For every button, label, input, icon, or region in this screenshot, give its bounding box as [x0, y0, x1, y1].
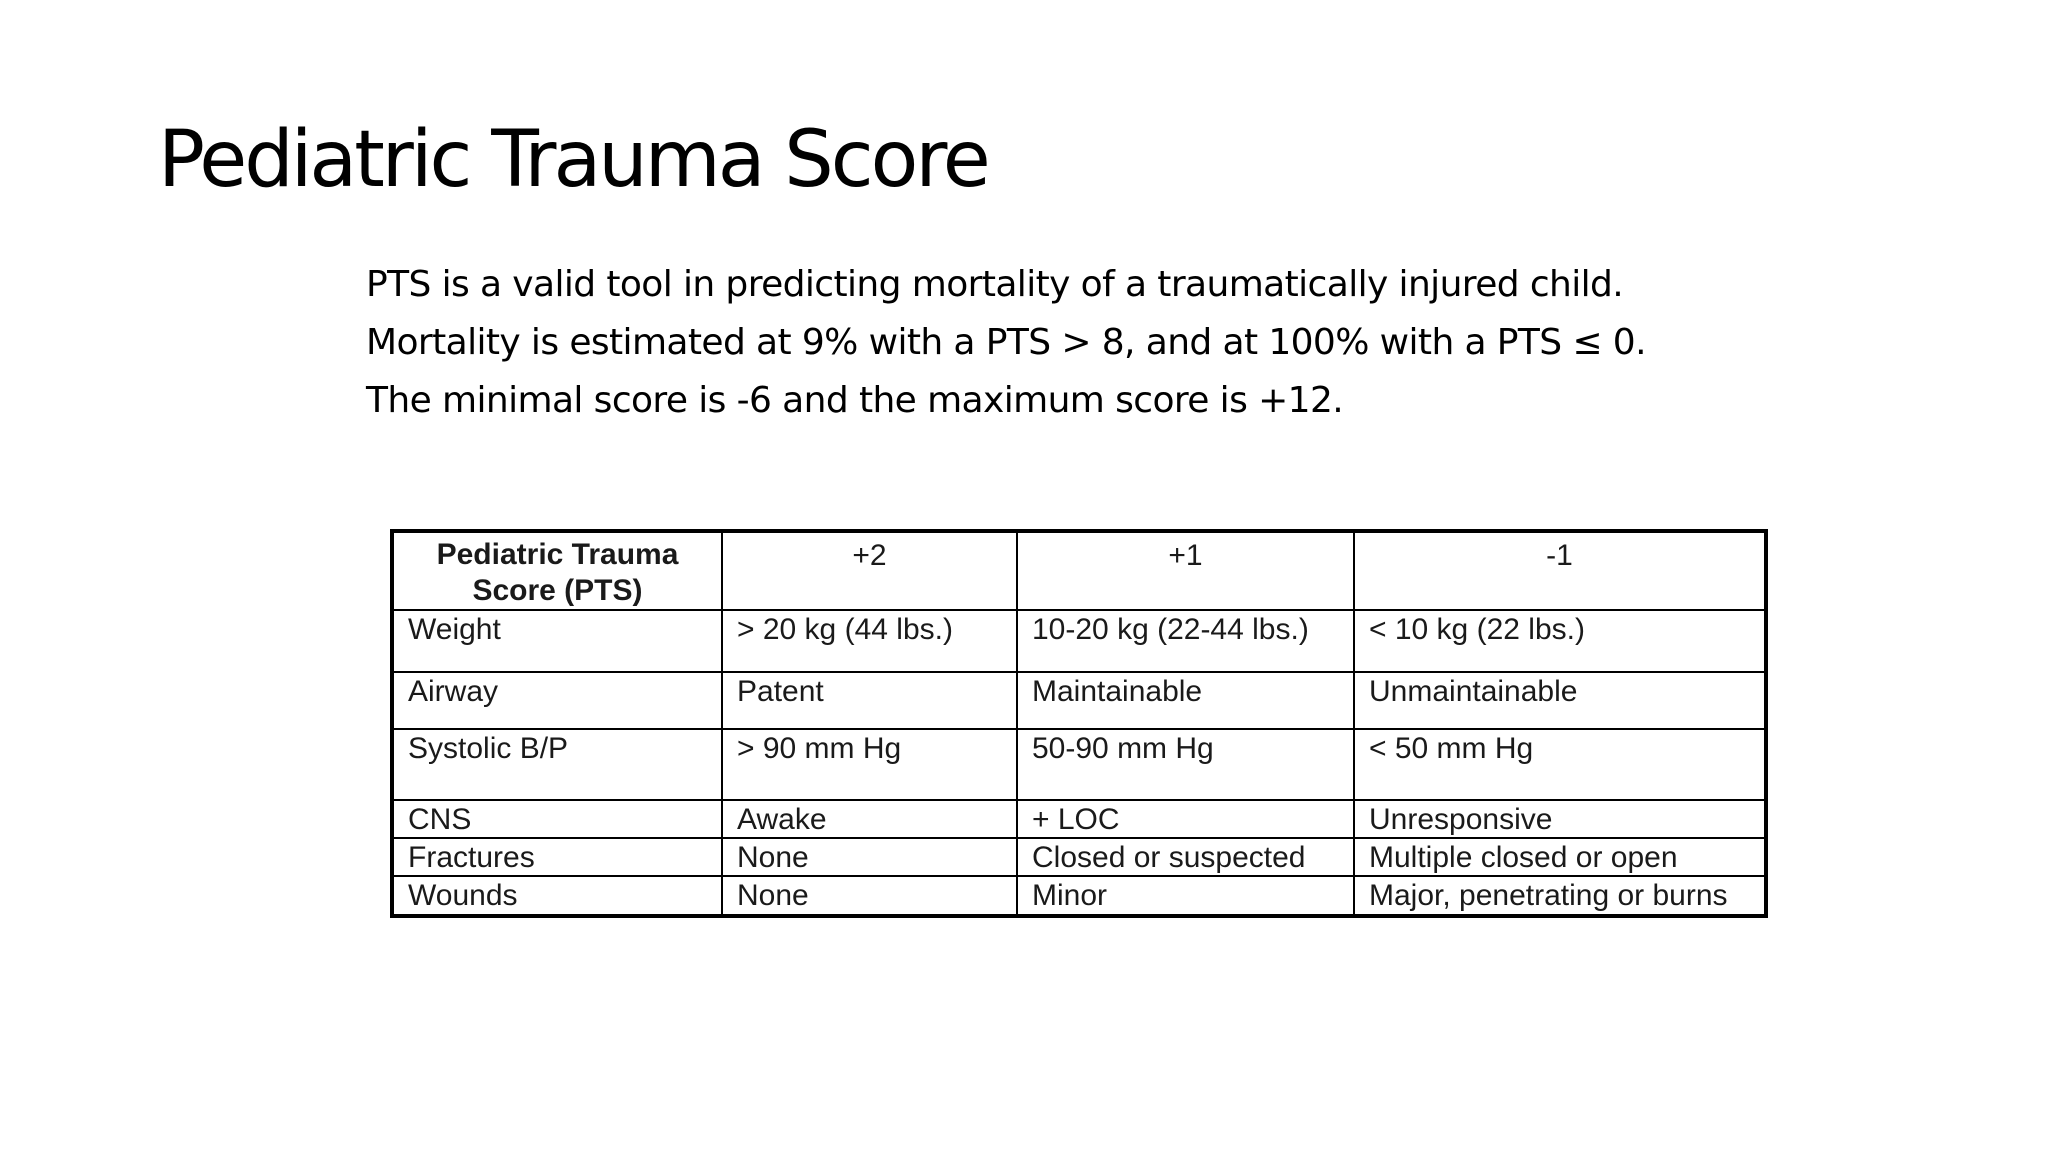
table-cell: Wounds: [392, 876, 722, 916]
table-cell: > 20 kg (44 lbs.): [722, 610, 1017, 672]
header-cell-pts: Pediatric Trauma Score (PTS): [392, 531, 722, 610]
table-cell: > 90 mm Hg: [722, 729, 1017, 800]
table-cell: 50-90 mm Hg: [1017, 729, 1354, 800]
table-cell: CNS: [392, 800, 722, 838]
table-cell: None: [722, 876, 1017, 916]
pts-table-container: [390, 529, 1764, 918]
table-cell: Minor: [1017, 876, 1354, 916]
table-cell: + LOC: [1017, 800, 1354, 838]
table-row-airway: [392, 672, 1766, 729]
table-cell: Maintainable: [1017, 672, 1354, 729]
pts-table: [390, 529, 1768, 918]
table-cell: Airway: [392, 672, 722, 729]
table-cell: < 10 kg (22 lbs.): [1354, 610, 1766, 672]
table-cell: Weight: [392, 610, 722, 672]
table-cell: None: [722, 838, 1017, 876]
header-cell-plus-1: +1: [1017, 531, 1354, 610]
table-cell: 10-20 kg (22-44 lbs.): [1017, 610, 1354, 672]
table-cell: Major, penetrating or burns: [1354, 876, 1766, 916]
table-row-wounds: [392, 876, 1766, 916]
table-cell: Systolic B/P: [392, 729, 722, 800]
table-row-systolic-bp: [392, 729, 1766, 800]
table-cell: Awake: [722, 800, 1017, 838]
table-cell: Fractures: [392, 838, 722, 876]
table-cell: Multiple closed or open: [1354, 838, 1766, 876]
table-header-row: [392, 531, 1766, 610]
body-line-mortality: Mortality is estimated at 9% with a PTS > 8, and at 100% with a PTS ≤ 0.: [366, 322, 1646, 363]
table-row-cns: [392, 800, 1766, 838]
table-cell: Closed or suspected: [1017, 838, 1354, 876]
table-cell: Unresponsive: [1354, 800, 1766, 838]
header-cell-minus-1: -1: [1354, 531, 1766, 610]
slide-title: Pediatric Trauma Score: [158, 115, 988, 205]
table-cell: < 50 mm Hg: [1354, 729, 1766, 800]
table-cell: Unmaintainable: [1354, 672, 1766, 729]
table-row-fractures: [392, 838, 1766, 876]
table-row-weight: [392, 610, 1766, 672]
body-line-validity: PTS is a valid tool in predicting mortality of a traumatically injured child.: [366, 264, 1624, 305]
table-cell: Patent: [722, 672, 1017, 729]
header-cell-plus-2: +2: [722, 531, 1017, 610]
slide-body: [366, 256, 1966, 430]
body-line-score-range: The minimal score is -6 and the maximum score is +12.: [366, 380, 1344, 421]
